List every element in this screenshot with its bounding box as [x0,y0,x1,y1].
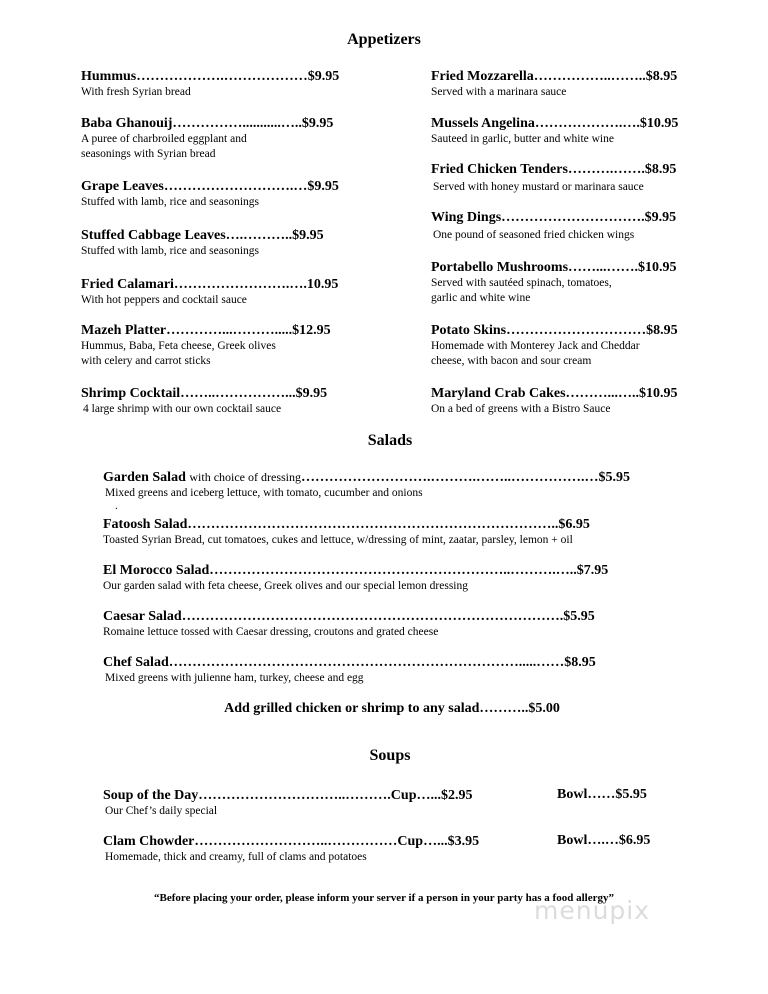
item-description: Our Chef’s daily special [105,805,218,817]
item-name: Soup of the Day…………………………..……….Cup…...$2.95 [103,788,473,803]
item-name: Shrimp Cocktail……..……………...$9.95 [81,386,328,401]
menu-item-stuffed-cabbage-leaves [81,227,324,259]
menu-item-portabello-mushrooms [431,259,677,306]
menu-item-potato-skins [431,322,678,369]
item-name: Clam Chowder………………………..……………Cup…...$3.95 [103,834,480,849]
bowl-price: Bowl……$5.95 [557,787,647,802]
menu-item-fried-mozzarella [431,68,677,100]
menu-item-garden-salad [103,469,630,511]
item-name: Fatoosh Salad……………………………………………………………………..$6.95 [103,517,590,532]
item-description: One pound of seasoned fried chicken wings [433,229,635,241]
menu-item-shrimp-cocktail [81,385,327,417]
item-description: Homemade, thick and creamy, full of clams and potatoes [105,851,367,863]
menu-item-soup-of-the-day [103,787,472,819]
item-description: Sauteed in garlic, butter and white wine [431,133,614,145]
menu-item-baba-ghanouij [81,115,333,162]
item-description: Our garden salad with feta cheese, Greek olives and our special lemon dressing [103,580,468,592]
item-name: Fried Chicken Tenders……….…….$8.95 [431,162,677,177]
item-description: Served with honey mustard or marinara sauce [433,181,644,193]
item-description: 4 large shrimp with our own cocktail sauce [83,403,282,415]
salads-heading: Salads [367,432,413,449]
allergy-note: “Before placing your order, please inform your server if a person in your party has a food allergy” [154,892,614,904]
bowl-price: Bowl….…$6.95 [557,833,651,848]
item-name: Potato Skins…………………………$8.95 [431,323,678,338]
soups-heading: Soups [369,747,411,764]
watermark: menupix [534,896,651,925]
item-description: Served with a marinara sauce [431,86,567,98]
item-subtitle: with choice of dressing [189,470,301,484]
item-name: Grape Leaves……………………….…$9.95 [81,179,339,194]
menu-item-chef-salad [103,654,596,686]
item-description: Stuffed with lamb, rice and seasonings [81,245,260,257]
item-description: Mixed greens and iceberg lettuce, with tomato, cucumber and onions . [105,487,423,512]
menu-item-wing-dings [431,209,676,243]
item-name: Portabello Mushrooms……...…….$10.95 [431,260,677,275]
item-name: Mussels Angelina……………….….$10.95 [431,116,679,131]
menu-item-hummus [81,68,339,100]
item-description: Stuffed with lamb, rice and seasonings [81,196,260,208]
menu-item-fried-chicken-tenders [431,161,676,195]
item-name: Maryland Crab Cakes………...…..$10.95 [431,386,678,401]
menu-item-fatoosh-salad [103,516,590,548]
menu-item-fried-calamari [81,276,338,308]
salad-addon: Add grilled chicken or shrimp to any salad………..$5.00 [224,701,560,716]
item-name: Fried Mozzarella……………..……..$8.95 [431,69,678,84]
item-name: El Morocco Salad………………………………………………………..……….…..$7.95 [103,563,609,578]
menu-item-mazeh-platter [81,322,331,369]
item-description: Romaine lettuce tossed with Caesar dressing, croutons and grated cheese [103,626,439,638]
menu-item-mussels-angelina [431,115,678,147]
item-name: Hummus……………….………………$9.95 [81,69,340,84]
item-description: Served with sautéed spinach, tomatoes, garlic and white wine [431,277,612,304]
item-name: Mazeh Platter…………...……….....$12.95 [81,323,331,338]
item-name: Fried Calamari…………………….….10.95 [81,277,339,292]
item-description: With hot peppers and cocktail sauce [81,294,247,306]
menu-item-el-morocco-salad [103,562,608,594]
item-description: Hummus, Baba, Feta cheese, Greek olives with celery and carrot sticks [81,340,276,367]
item-name: Wing Dings………………………….$9.95 [431,210,677,225]
menu-item-grape-leaves [81,178,339,210]
item-description: With fresh Syrian bread [81,86,191,98]
item-description: Mixed greens with julienne ham, turkey, cheese and egg [105,672,364,684]
item-name: Chef Salad………………………………………………………………….....……$8.95 [103,655,596,670]
menu-item-clam-chowder [103,833,479,865]
item-description: Homemade with Monterey Jack and Cheddar cheese, with bacon and sour cream [431,340,640,367]
item-name: Stuffed Cabbage Leaves….………..$9.95 [81,228,324,243]
appetizers-heading: Appetizers [347,31,421,48]
menu-item-caesar-salad [103,608,595,640]
item-name: Caesar Salad……………………………………………………………………….$5.95 [103,609,595,624]
item-name: Baba Ghanouij……………...........…..$9.95 [81,116,334,131]
item-description: A puree of charbroiled eggplant and seasonings with Syrian bread [81,133,247,160]
item-description: Toasted Syrian Bread, cut tomatoes, cukes and lettuce, w/dressing of mint, zaatar, parsley, lemon + oil [103,534,573,546]
item-description: On a bed of greens with a Bistro Sauce [431,403,611,415]
item-name: Garden Salad with choice of dressing……………………….……….……..…………….…$5.95 [103,470,630,485]
menu-item-maryland-crab-cakes [431,385,678,417]
